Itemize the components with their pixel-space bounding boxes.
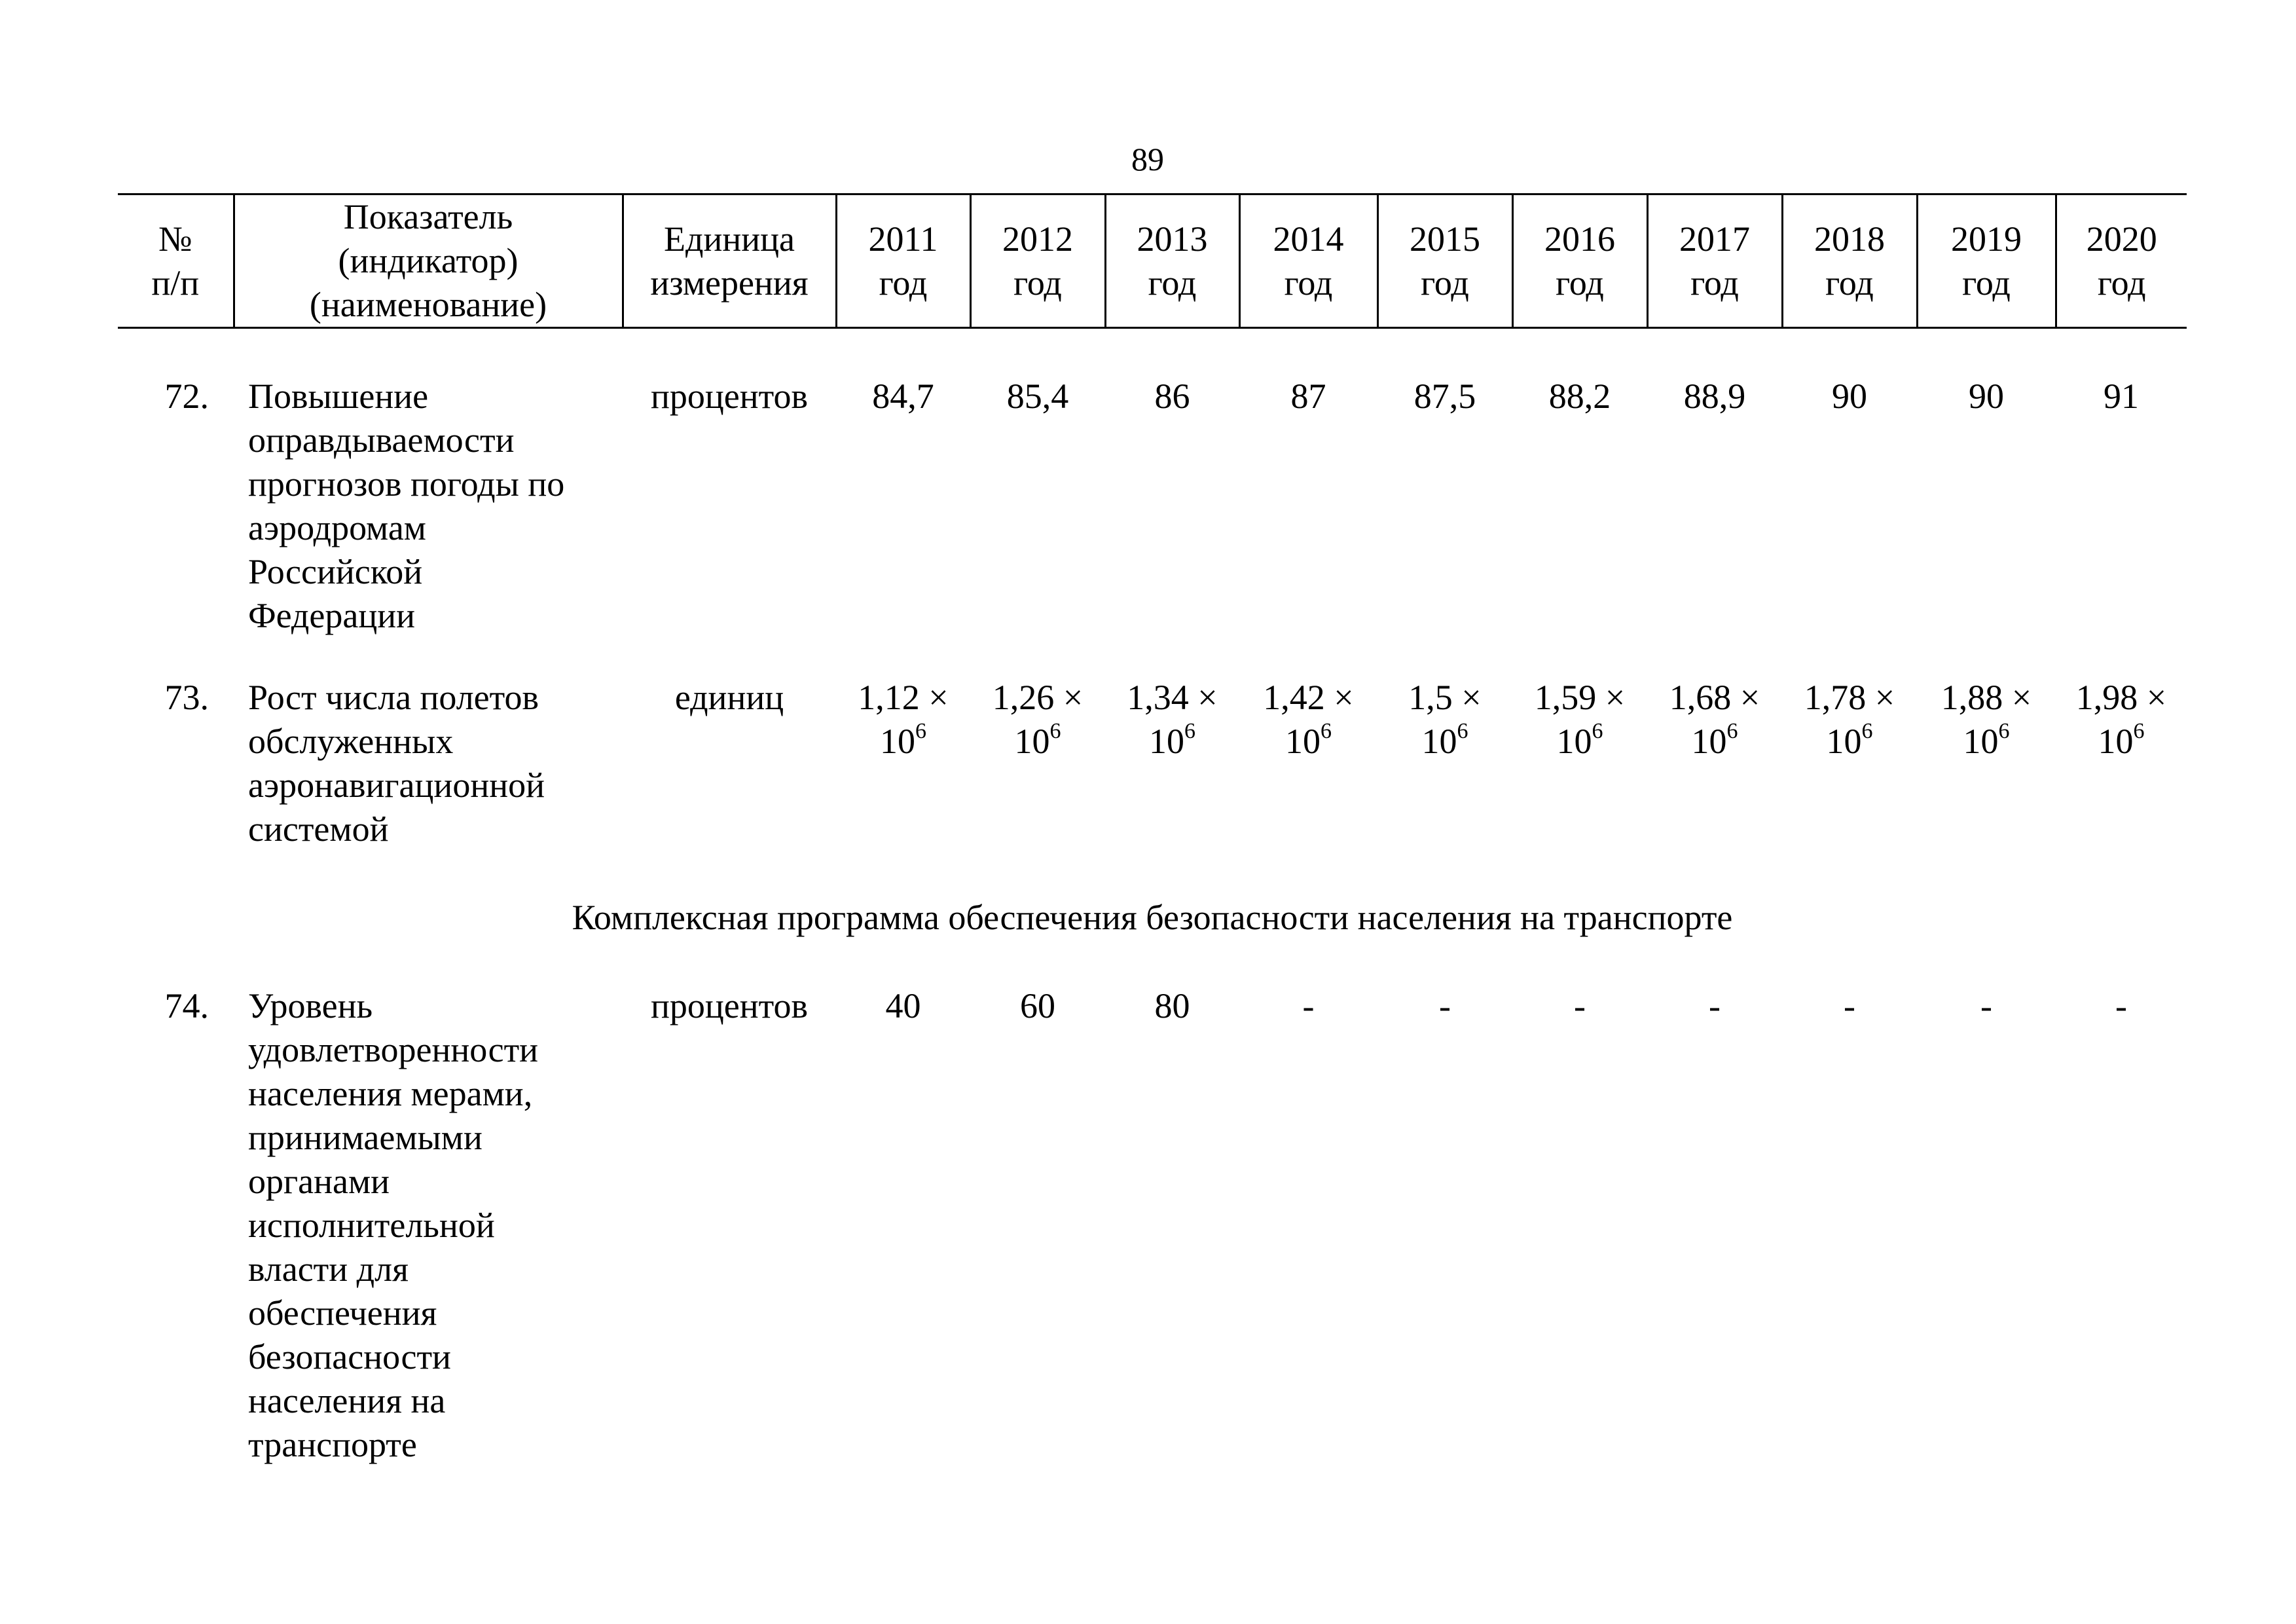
- value-base: 10: [1421, 722, 1457, 761]
- header-year-suffix: год: [879, 263, 928, 303]
- value-base: 10: [1826, 722, 1862, 761]
- header-num-line: п/п: [151, 263, 200, 303]
- value-cell: [1782, 638, 1917, 851]
- indicators-table: [118, 193, 2187, 1467]
- value-cell: -: [2115, 986, 2127, 1025]
- indicator-name: [234, 958, 623, 1467]
- header-year-2017: [1647, 194, 1782, 328]
- unit-cell: процентов: [650, 377, 809, 416]
- indicator-name-line: оправдываемости: [248, 420, 515, 460]
- header-year: 2011: [868, 219, 938, 259]
- value-cell: -: [1844, 986, 1855, 1025]
- value-cell: [1105, 638, 1239, 851]
- header-year-suffix: год: [1690, 263, 1739, 303]
- table-row: [118, 638, 2187, 851]
- row-number: 74.: [164, 986, 209, 1025]
- value-power: [1920, 720, 2053, 764]
- value-cell: 88,9: [1683, 377, 1746, 416]
- value-mantissa: 1,78 ×: [1804, 678, 1895, 717]
- indicator-name: [234, 328, 623, 638]
- header-year: 2015: [1410, 219, 1480, 259]
- table-row: [118, 328, 2187, 638]
- row-number: 72.: [164, 377, 209, 416]
- unit-cell: единиц: [674, 678, 784, 717]
- value-mantissa: 1,98 ×: [2075, 678, 2167, 717]
- value-cell: [836, 638, 970, 851]
- value-cell: 88,2: [1548, 377, 1611, 416]
- value-cell: [1239, 638, 1377, 851]
- value-mantissa: 1,12 ×: [858, 678, 949, 717]
- header-year-suffix: год: [1284, 263, 1333, 303]
- header-year: 2019: [1951, 219, 2022, 259]
- header-indicator-line: Показатель: [343, 197, 513, 236]
- header-year-2014: [1239, 194, 1377, 328]
- header-year-suffix: год: [1825, 263, 1874, 303]
- header-year-2011: [836, 194, 970, 328]
- header-unit: [623, 194, 836, 328]
- indicator-name-line: обеспечения: [248, 1293, 437, 1333]
- indicator-name-line: обслуженных: [248, 722, 454, 761]
- value-cell: [1512, 638, 1647, 851]
- header-unit-line: Единица: [663, 219, 795, 259]
- value-exponent: 6: [1457, 719, 1468, 743]
- indicator-name-line: безопасности: [248, 1337, 451, 1376]
- value-mantissa: 1,42 ×: [1263, 678, 1354, 717]
- header-year-suffix: год: [1148, 263, 1197, 303]
- value-base: 10: [1149, 722, 1184, 761]
- value-mantissa: 1,34 ×: [1127, 678, 1218, 717]
- value-exponent: 6: [2133, 719, 2145, 743]
- value-power: [1380, 720, 1510, 764]
- value-power: [1650, 720, 1779, 764]
- value-exponent: 6: [1592, 719, 1603, 743]
- indicator-name-line: транспорте: [248, 1425, 417, 1464]
- indicator-name-line: принимаемыми: [248, 1118, 483, 1157]
- header-num: [118, 194, 234, 328]
- indicator-name-line: Повышение: [248, 377, 429, 416]
- header-year-suffix: год: [1421, 263, 1469, 303]
- value-base: 10: [1014, 722, 1050, 761]
- indicator-name-line: населения мерами,: [248, 1074, 533, 1113]
- value-exponent: 6: [1321, 719, 1332, 743]
- value-base: 10: [2098, 722, 2134, 761]
- value-exponent: 6: [915, 719, 926, 743]
- header-year-suffix: год: [1013, 263, 1062, 303]
- value-power: [839, 720, 968, 764]
- header-indicator-line: (наименование): [309, 285, 547, 324]
- value-cell: [1917, 638, 2056, 851]
- header-year: 2018: [1814, 219, 1885, 259]
- header-year-2013: [1105, 194, 1239, 328]
- value-mantissa: 1,68 ×: [1669, 678, 1760, 717]
- value-cell: [2056, 638, 2187, 851]
- indicator-name-line: аэродромам: [248, 508, 426, 547]
- value-cell: 60: [1020, 986, 1055, 1025]
- value-cell: -: [1439, 986, 1451, 1025]
- indicator-name: [234, 638, 623, 851]
- value-base: 10: [1691, 722, 1727, 761]
- value-base: 10: [1963, 722, 1999, 761]
- indicator-name-line: исполнительной: [248, 1206, 495, 1245]
- value-exponent: 6: [1184, 719, 1195, 743]
- indicator-name-line: системой: [248, 809, 389, 849]
- value-cell: 87,5: [1413, 377, 1476, 416]
- value-cell: 40: [885, 986, 921, 1025]
- value-power: [1108, 720, 1237, 764]
- header-year-suffix: год: [2097, 263, 2146, 303]
- value-cell: -: [1709, 986, 1721, 1025]
- header-year-2016: [1512, 194, 1647, 328]
- table-row: [118, 958, 2187, 1467]
- value-base: 10: [1556, 722, 1592, 761]
- value-power: [1515, 720, 1645, 764]
- value-exponent: 6: [1049, 719, 1061, 743]
- value-cell: -: [1980, 986, 1992, 1025]
- value-cell: 85,4: [1006, 377, 1069, 416]
- value-power: [2058, 720, 2184, 764]
- section-title: Комплексная программа обеспечения безопасности населения на транспорте: [572, 898, 1733, 937]
- header-year-2015: [1377, 194, 1512, 328]
- header-year: 2020: [2086, 219, 2157, 259]
- section-row: [118, 851, 2187, 958]
- value-cell: 80: [1154, 986, 1190, 1025]
- indicator-name-line: населения на: [248, 1381, 446, 1420]
- value-cell: 86: [1154, 377, 1190, 416]
- header-num-line: №: [158, 219, 192, 259]
- header-year: 2016: [1544, 219, 1615, 259]
- header-year-suffix: год: [1962, 263, 2011, 303]
- value-exponent: 6: [1726, 719, 1738, 743]
- header-year: 2013: [1137, 219, 1208, 259]
- header-year-suffix: год: [1556, 263, 1604, 303]
- header-indicator: [234, 194, 623, 328]
- value-mantissa: 1,26 ×: [992, 678, 1084, 717]
- value-cell: 87: [1290, 377, 1326, 416]
- value-mantissa: 1,88 ×: [1941, 678, 2032, 717]
- value-power: [973, 720, 1102, 764]
- indicator-name-line: власти для: [248, 1249, 409, 1289]
- value-cell: -: [1574, 986, 1586, 1025]
- header-year: 2012: [1002, 219, 1073, 259]
- header-indicator-line: (индикатор): [338, 241, 519, 280]
- value-mantissa: 1,5 ×: [1408, 678, 1482, 717]
- value-power: [1785, 720, 1914, 764]
- header-unit-line: измерения: [650, 263, 809, 303]
- indicator-name-line: Федерации: [248, 596, 416, 635]
- indicator-name-line: Рост числа полетов: [248, 678, 539, 717]
- table-header: [118, 194, 2187, 328]
- unit-cell: процентов: [650, 986, 809, 1025]
- header-year-2018: [1782, 194, 1917, 328]
- value-cell: [1647, 638, 1782, 851]
- indicator-name-line: удовлетворенности: [248, 1030, 539, 1069]
- value-cell: 90: [1969, 377, 2004, 416]
- indicator-name-line: Российской: [248, 552, 423, 591]
- value-power: [1242, 720, 1375, 764]
- value-base: 10: [1285, 722, 1321, 761]
- value-cell: 91: [2104, 377, 2139, 416]
- value-cell: -: [1302, 986, 1315, 1025]
- value-cell: 84,7: [872, 377, 934, 416]
- value-exponent: 6: [1998, 719, 2010, 743]
- header-year: 2017: [1679, 219, 1750, 259]
- value-cell: [970, 638, 1105, 851]
- value-cell: [1377, 638, 1512, 851]
- header-year-2012: [970, 194, 1105, 328]
- row-number: 73.: [164, 678, 209, 717]
- header-year-2019: [1917, 194, 2056, 328]
- value-exponent: 6: [1861, 719, 1873, 743]
- header-year-2020: [2056, 194, 2187, 328]
- header-year: 2014: [1273, 219, 1344, 259]
- value-base: 10: [880, 722, 915, 761]
- indicator-name-line: прогнозов погоды по: [248, 464, 565, 504]
- value-mantissa: 1,59 ×: [1534, 678, 1626, 717]
- value-cell: 90: [1832, 377, 1867, 416]
- indicator-name-line: Уровень: [248, 986, 373, 1025]
- page-number: 89: [1131, 141, 1164, 177]
- indicator-name-line: аэронавигационной: [248, 766, 545, 805]
- indicator-name-line: органами: [248, 1162, 390, 1201]
